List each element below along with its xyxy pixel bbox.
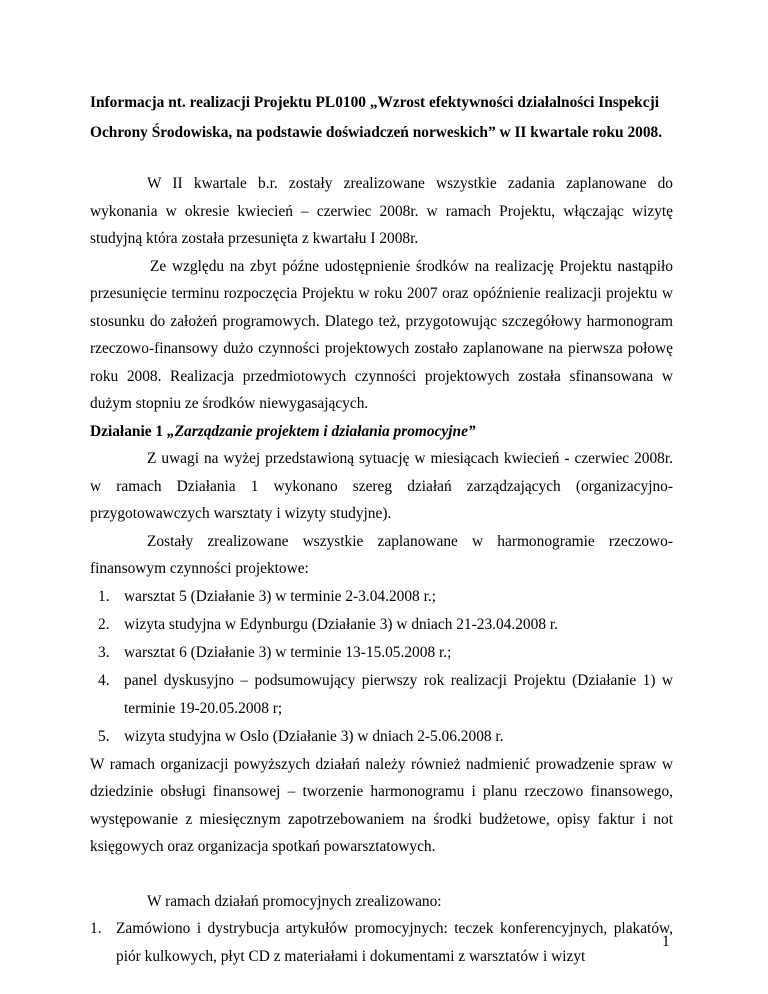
list-item-number: 1. (90, 920, 102, 937)
page-number: 1 (662, 933, 670, 950)
paragraph-promo-intro: W ramach działań promocyjnych zrealizowano: (147, 892, 442, 910)
section-title-prefix: Działanie 1 (90, 422, 167, 440)
list-item (98, 639, 673, 667)
document-title: Informacja nt. realizacji Projektu PL0100 „Wzrost efektywności działalności Inspekcji Ochrony Środowiska, na podstawie doświadczeń norweskich” w II kwartale roku 2008. (90, 94, 663, 141)
paragraph-section1-tasks: Zostały zrealizowane wszystkie zaplanowane w harmonogramie rzeczowo-finansowym czynności projektowe: (90, 532, 673, 577)
list-item (98, 611, 673, 639)
list-item-text: wizyta studyjna w Oslo (Działanie 3) w dniach 2-5.06.2008 r. (124, 727, 504, 745)
section-title-name: „Zarządzanie projektem i działania promocyjne” (166, 422, 476, 440)
list-item-text: panel dyskusyjno – podsumowujący pierwszy rok realizacji Projektu (Działanie 1) w terminie 19-20.05.2008 r; (124, 671, 673, 717)
list-item (98, 667, 673, 723)
paragraph-section1-finance: W ramach organizacji powyższych działań należy również nadmienić prowadzenie spraw w dziedzinie obsługi finansowej – tworzenie harmonogramu i planu rzeczowo finansowego, występowanie z miesięcznym zapotrzebowaniem na środki budżetowe, opisy faktur i not księgowych oraz organizacja spotkań powarsztatowych. (90, 755, 673, 855)
task-list (90, 583, 673, 751)
list-item-number: 5. (98, 727, 110, 745)
list-item-text: Zamówiono i dystrybucja artykułów promocyjnych: teczek konferencyjnych, plakatów, piór kulkowych, płyt CD z materiałami i dokumentami z warsztatów i wizyt (116, 920, 673, 965)
list-item (98, 583, 673, 611)
paragraph-section1-intro: Z uwagi na wyżej przedstawioną sytuację w miesiącach kwiecień - czerwiec 2008r. w ramach Działania 1 wykonano szereg działań zarządzających (organizacyjno-przygotowawczych warsztaty i wizyty studyjne). (90, 450, 673, 522)
list-item-text: warsztat 5 (Działanie 3) w terminie 2-3.04.2008 r.; (124, 587, 436, 605)
paragraph-intro: W II kwartale b.r. zostały zrealizowane wszystkie zadania zaplanowane do wykonania w okresie kwiecień – czerwiec 2008r. w ramach Projektu, włączając wizytę studyjną która została przesunięta z kwartału I 2008r. (90, 175, 673, 247)
list-item (98, 723, 673, 751)
promo-list (90, 915, 673, 970)
section-title-dzialanie-1 (90, 418, 673, 446)
list-item-number: 1. (98, 587, 110, 605)
list-item-text: wizyta studyjna w Edynburgu (Działanie 3) w dniach 21-23.04.2008 r. (124, 615, 558, 633)
list-item-number: 3. (98, 643, 110, 661)
list-item-number: 2. (98, 615, 110, 633)
document-page (90, 88, 673, 970)
list-item-number: 4. (98, 671, 110, 689)
list-item (90, 915, 673, 970)
list-item-text: warsztat 6 (Działanie 3) w terminie 13-15.05.2008 r.; (124, 643, 452, 661)
paragraph-delay: Ze względu na zbyt późne udostępnienie środków na realizację Projektu nastąpiło przesunięcie terminu rozpoczęcia Projektu w roku 2007 oraz opóźnienie realizacji projektu w stosunku do założeń programowych. Dlatego też, przygotowując szczegółowy harmonogram rzeczowo-finansowy dużo czynności projektowych zostało zaplanowane na pierwsza połowę roku 2008. Realizacja przedmiotowych czynności projektowych została sfinansowana w dużym stopniu ze środków niewygasających. (90, 257, 673, 412)
